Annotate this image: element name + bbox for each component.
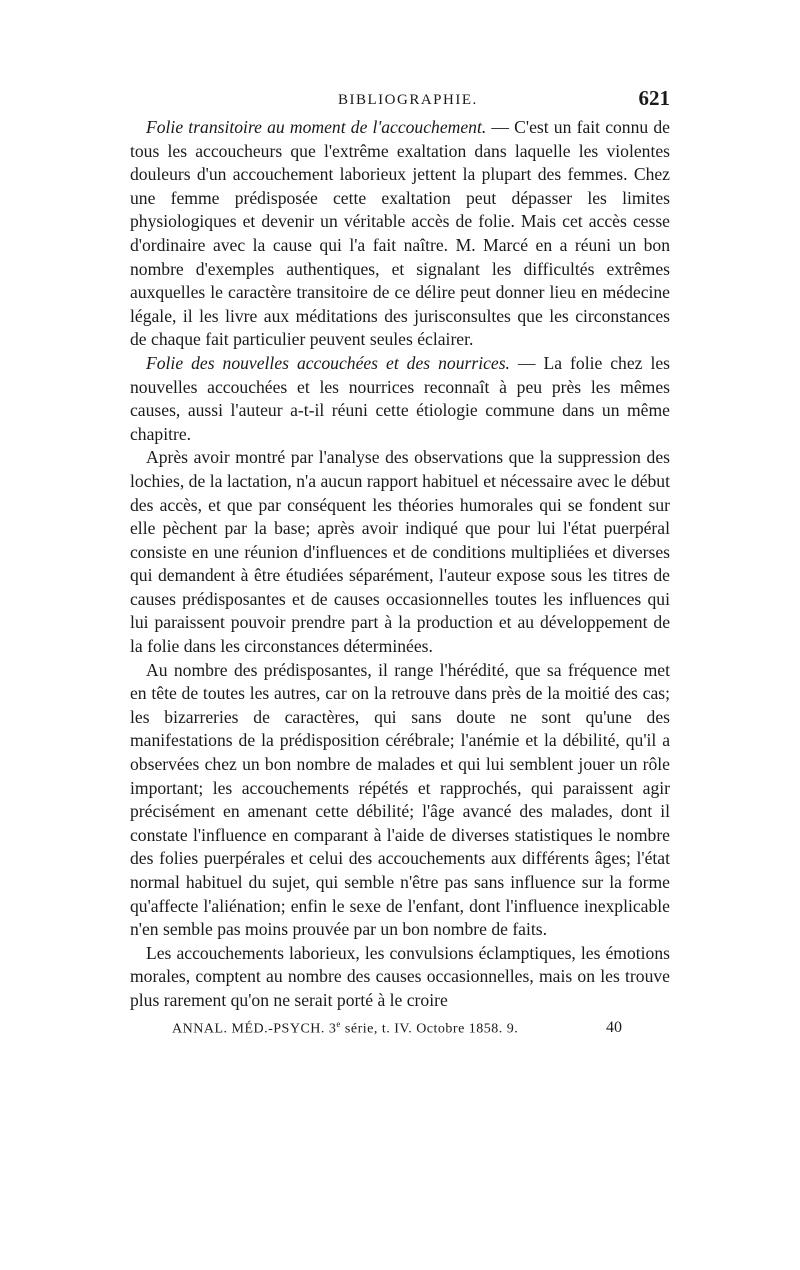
- paragraph: [130, 659, 670, 942]
- running-head: BIBLIOGRAPHIE.: [338, 92, 478, 108]
- paragraph: [130, 116, 670, 352]
- paragraph: [130, 352, 670, 446]
- page-header: [130, 88, 670, 116]
- page-number: 621: [638, 86, 670, 110]
- paragraph-text: Les accouchements laborieux, les convulsions éclamptiques, les émotions morales, comptent au nombre des causes occasionnelles, mais on les trouve plus rarement qu'on ne serait porté à le croire: [130, 942, 670, 1010]
- signature-superscript: e: [336, 1018, 341, 1029]
- paragraph: [130, 942, 670, 1013]
- paragraph: [130, 446, 670, 658]
- paragraph-text: — C'est un fait connu de tous les accoucheurs que l'extrême exaltation dans laquelle les violentes douleurs d'un accouchement laborieux jettent la plupart des femmes. Chez une femme prédisposée cette exaltation peut dépasser les limites physiologiques et devenir un véritable accès de folie. Mais cet accès cesse d'ordinaire avec la cause qui l'a fait naître. M. Marcé en a réuni un bon nombre d'exemples authentiques, et signalant les difficultés extrêmes auxquelles le caractère transitoire de ce délire peut donner lieu en médecine légale, il les livre aux méditations des jurisconsultes que les circonstances de chaque fait particulier peuvent seules éclairer.: [130, 117, 670, 350]
- printer-signature: [172, 1019, 518, 1038]
- signature-text: ANNAL. MÉD.-PSYCH. 3: [172, 1021, 337, 1037]
- section-title: Folie des nouvelles accouchées et des nourrices.: [146, 352, 510, 373]
- signature-text-rest: série, t. IV. Octobre 1858. 9.: [340, 1021, 519, 1037]
- sheet-number: 40: [606, 1018, 622, 1036]
- paragraph-text: Après avoir montré par l'analyse des observations que la suppression des lochies, de la lactation, n'a aucun rapport habituel et nécessaire avec le début des accès, et que par conséquent les théories humorales qui se fondent sur elle pèchent par la base; après avoir indiqué que pour lui l'état puerpéral consiste en une réunion d'influences et de conditions multipliées et diverses qui demandent à être étudiées séparément, l'auteur expose sous les titres de causes prédisposantes et de causes occasionnelles toutes les influences qui lui paraissent pouvoir prendre part à la production et au développement de la folie dans les circonstances déterminées.: [130, 447, 670, 657]
- page-footer: [130, 1019, 670, 1045]
- book-page: [130, 88, 670, 1045]
- body-text: [130, 116, 670, 1013]
- paragraph-text: Au nombre des prédisposantes, il range l'hérédité, que sa fréquence met en tête de toutes les autres, car on la retrouve dans près de la moitié des cas; les bizarreries de caractères, qui sans doute ne sont qu'une des manifestations de la prédisposition cérébrale; l'anémie et la débilité, qu'il a observées chez un bon nombre de malades et qui lui semblent jouer un rôle important; les accouchements répétés et rapprochés, qui paraissent agir précisément en amenant cette débilité; l'âge avancé des malades, dont il constate l'influence en comparant à l'aide de diverses statistiques le nombre des folies puerpérales et celui des accouchements aux différents âges; l'état normal habituel du sujet, qui semble n'être pas sans influence sur la forme qu'affecte l'aliénation; enfin le sexe de l'enfant, dont l'influence inexplicable n'en semble pas moins prouvée par un bon nombre de faits.: [130, 659, 670, 940]
- section-title: Folie transitoire au moment de l'accouchement.: [146, 117, 487, 137]
- paragraph-text: — La folie chez les nouvelles accouchées et les nourrices reconnaît à peu près les mêmes causes, aussi l'auteur a-t-il réuni cette étiologie commune dans un même chapitre.: [130, 352, 670, 444]
